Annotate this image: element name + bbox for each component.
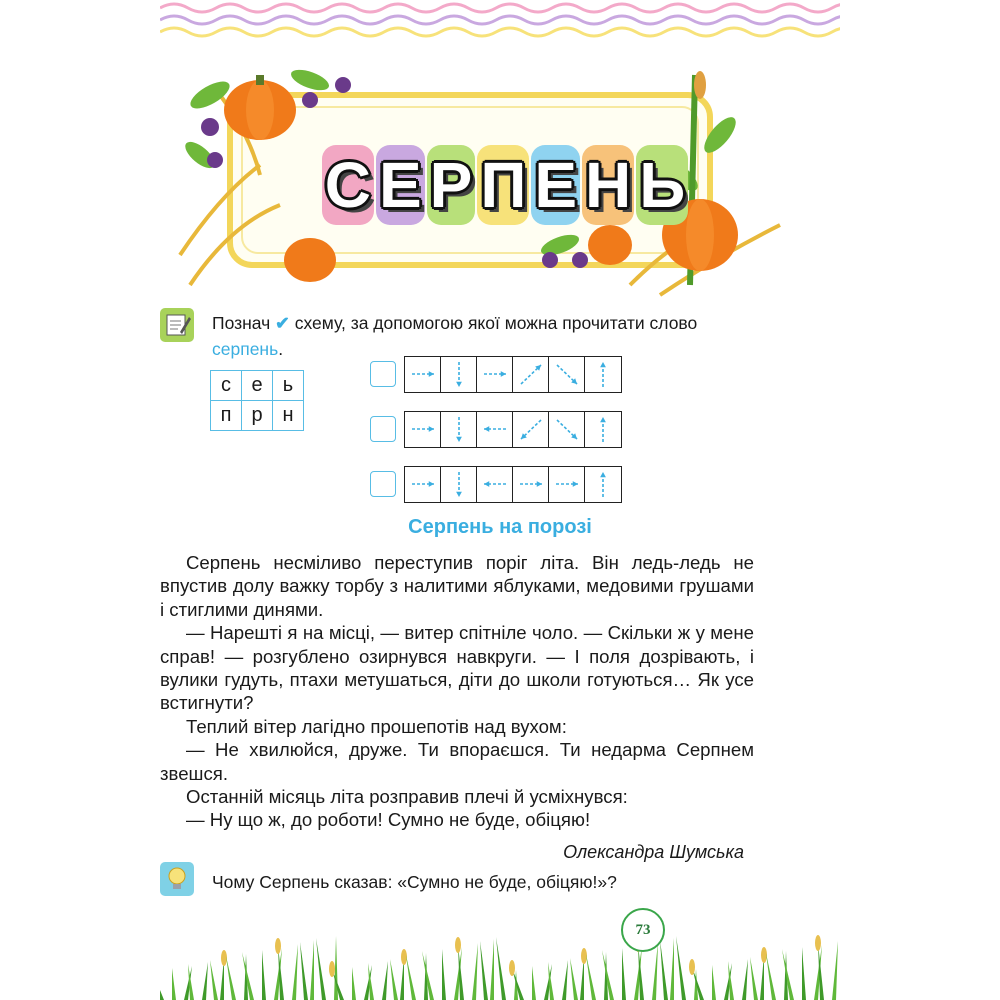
title-letter: С xyxy=(322,145,374,225)
letter-grid xyxy=(210,370,304,431)
arrow-up-icon xyxy=(585,357,621,392)
scheme-checkbox[interactable] xyxy=(370,471,396,497)
scheme-cells xyxy=(404,356,622,393)
checkmark-icon: ✔ xyxy=(275,313,290,333)
arrow-up-right-icon xyxy=(513,357,549,392)
pencil-paper-icon xyxy=(160,308,194,342)
title-letter: Н xyxy=(582,145,634,225)
scheme-option-2 xyxy=(370,411,622,447)
arrow-down-icon xyxy=(441,357,477,392)
decorative-waves xyxy=(160,0,840,45)
instruction-period: . xyxy=(278,339,284,359)
letter-cell: р xyxy=(242,401,273,431)
letter-cell: п xyxy=(211,401,242,431)
task-instruction xyxy=(212,310,772,362)
textbook-page xyxy=(160,0,840,1000)
scheme-option-3 xyxy=(370,466,622,502)
story-title: Серпень на порозі xyxy=(408,516,592,538)
arrow-up-icon xyxy=(585,467,621,502)
title-letter: П xyxy=(477,145,529,225)
page-number: 73 xyxy=(621,908,665,952)
instruction-text: схему, за допомогою якої можна прочитати слово xyxy=(294,313,698,333)
scheme-checkbox[interactable] xyxy=(370,361,396,387)
scheme-cells xyxy=(404,411,622,448)
question-text: Чому Серпень сказав: «Сумно не буде, обіцяю!»? xyxy=(212,872,617,892)
arrow-up-icon xyxy=(585,412,621,447)
letter-cell: с xyxy=(211,371,242,401)
story-text xyxy=(160,551,754,832)
story-author: Олександра Шумська xyxy=(563,842,744,862)
arrow-down-icon xyxy=(441,467,477,502)
story-paragraph: — Не хвилюйся, друже. Ти впораєшся. Ти недарма Серпнем звешся. xyxy=(160,739,754,784)
story-paragraph: Останній місяць літа розправив плечі й усміхнувся: xyxy=(186,786,628,808)
arrow-right-icon xyxy=(405,357,441,392)
title-letter: Е xyxy=(531,145,580,225)
scheme-checkbox[interactable] xyxy=(370,416,396,442)
arrow-right-icon xyxy=(513,467,549,502)
title-letter: Ь xyxy=(636,145,688,225)
arrow-down-right-icon xyxy=(549,357,585,392)
story-paragraph: Теплий вітер лагідно прошепотів над вухом: xyxy=(186,715,567,737)
title-letter: Е xyxy=(376,145,425,225)
lightbulb-icon xyxy=(160,862,194,896)
story-paragraph: — Нарешті я на місці, — витер спітніле чоло. — Скільки ж у мене справ! — розгублено озирнувся навкруги. — І поля дозрівають, і вулики гудуть, птахи метушаться, діти до школи готуються… Як усе встигнути? xyxy=(160,622,754,714)
story-paragraph: Серпень несміливо переступив поріг літа. Він ледь-ледь не впустив долу важку торбу з налитими яблуками, медовими грушами і стиглими динями. xyxy=(160,552,754,620)
arrow-left-icon xyxy=(477,412,513,447)
letter-cell: е xyxy=(242,371,273,401)
arrow-right-icon xyxy=(549,467,585,502)
letter-cell: ь xyxy=(273,371,304,401)
target-word: серпень xyxy=(212,339,279,359)
arrow-left-icon xyxy=(477,467,513,502)
arrow-down-icon xyxy=(441,412,477,447)
arrow-down-left-icon xyxy=(513,412,549,447)
arrow-down-right-icon xyxy=(549,412,585,447)
instruction-text: Познач xyxy=(212,313,271,333)
letter-cell: н xyxy=(273,401,304,431)
title-letter: Р xyxy=(427,145,476,225)
arrow-right-icon xyxy=(405,412,441,447)
grass-decoration xyxy=(160,930,840,1000)
month-title xyxy=(270,130,740,240)
arrow-right-icon xyxy=(405,467,441,502)
story-paragraph: — Ну що ж, до роботи! Сумно не буде, обіцяю! xyxy=(186,809,591,831)
scheme-option-1 xyxy=(370,356,622,392)
scheme-cells xyxy=(404,466,622,503)
arrow-right-icon xyxy=(477,357,513,392)
